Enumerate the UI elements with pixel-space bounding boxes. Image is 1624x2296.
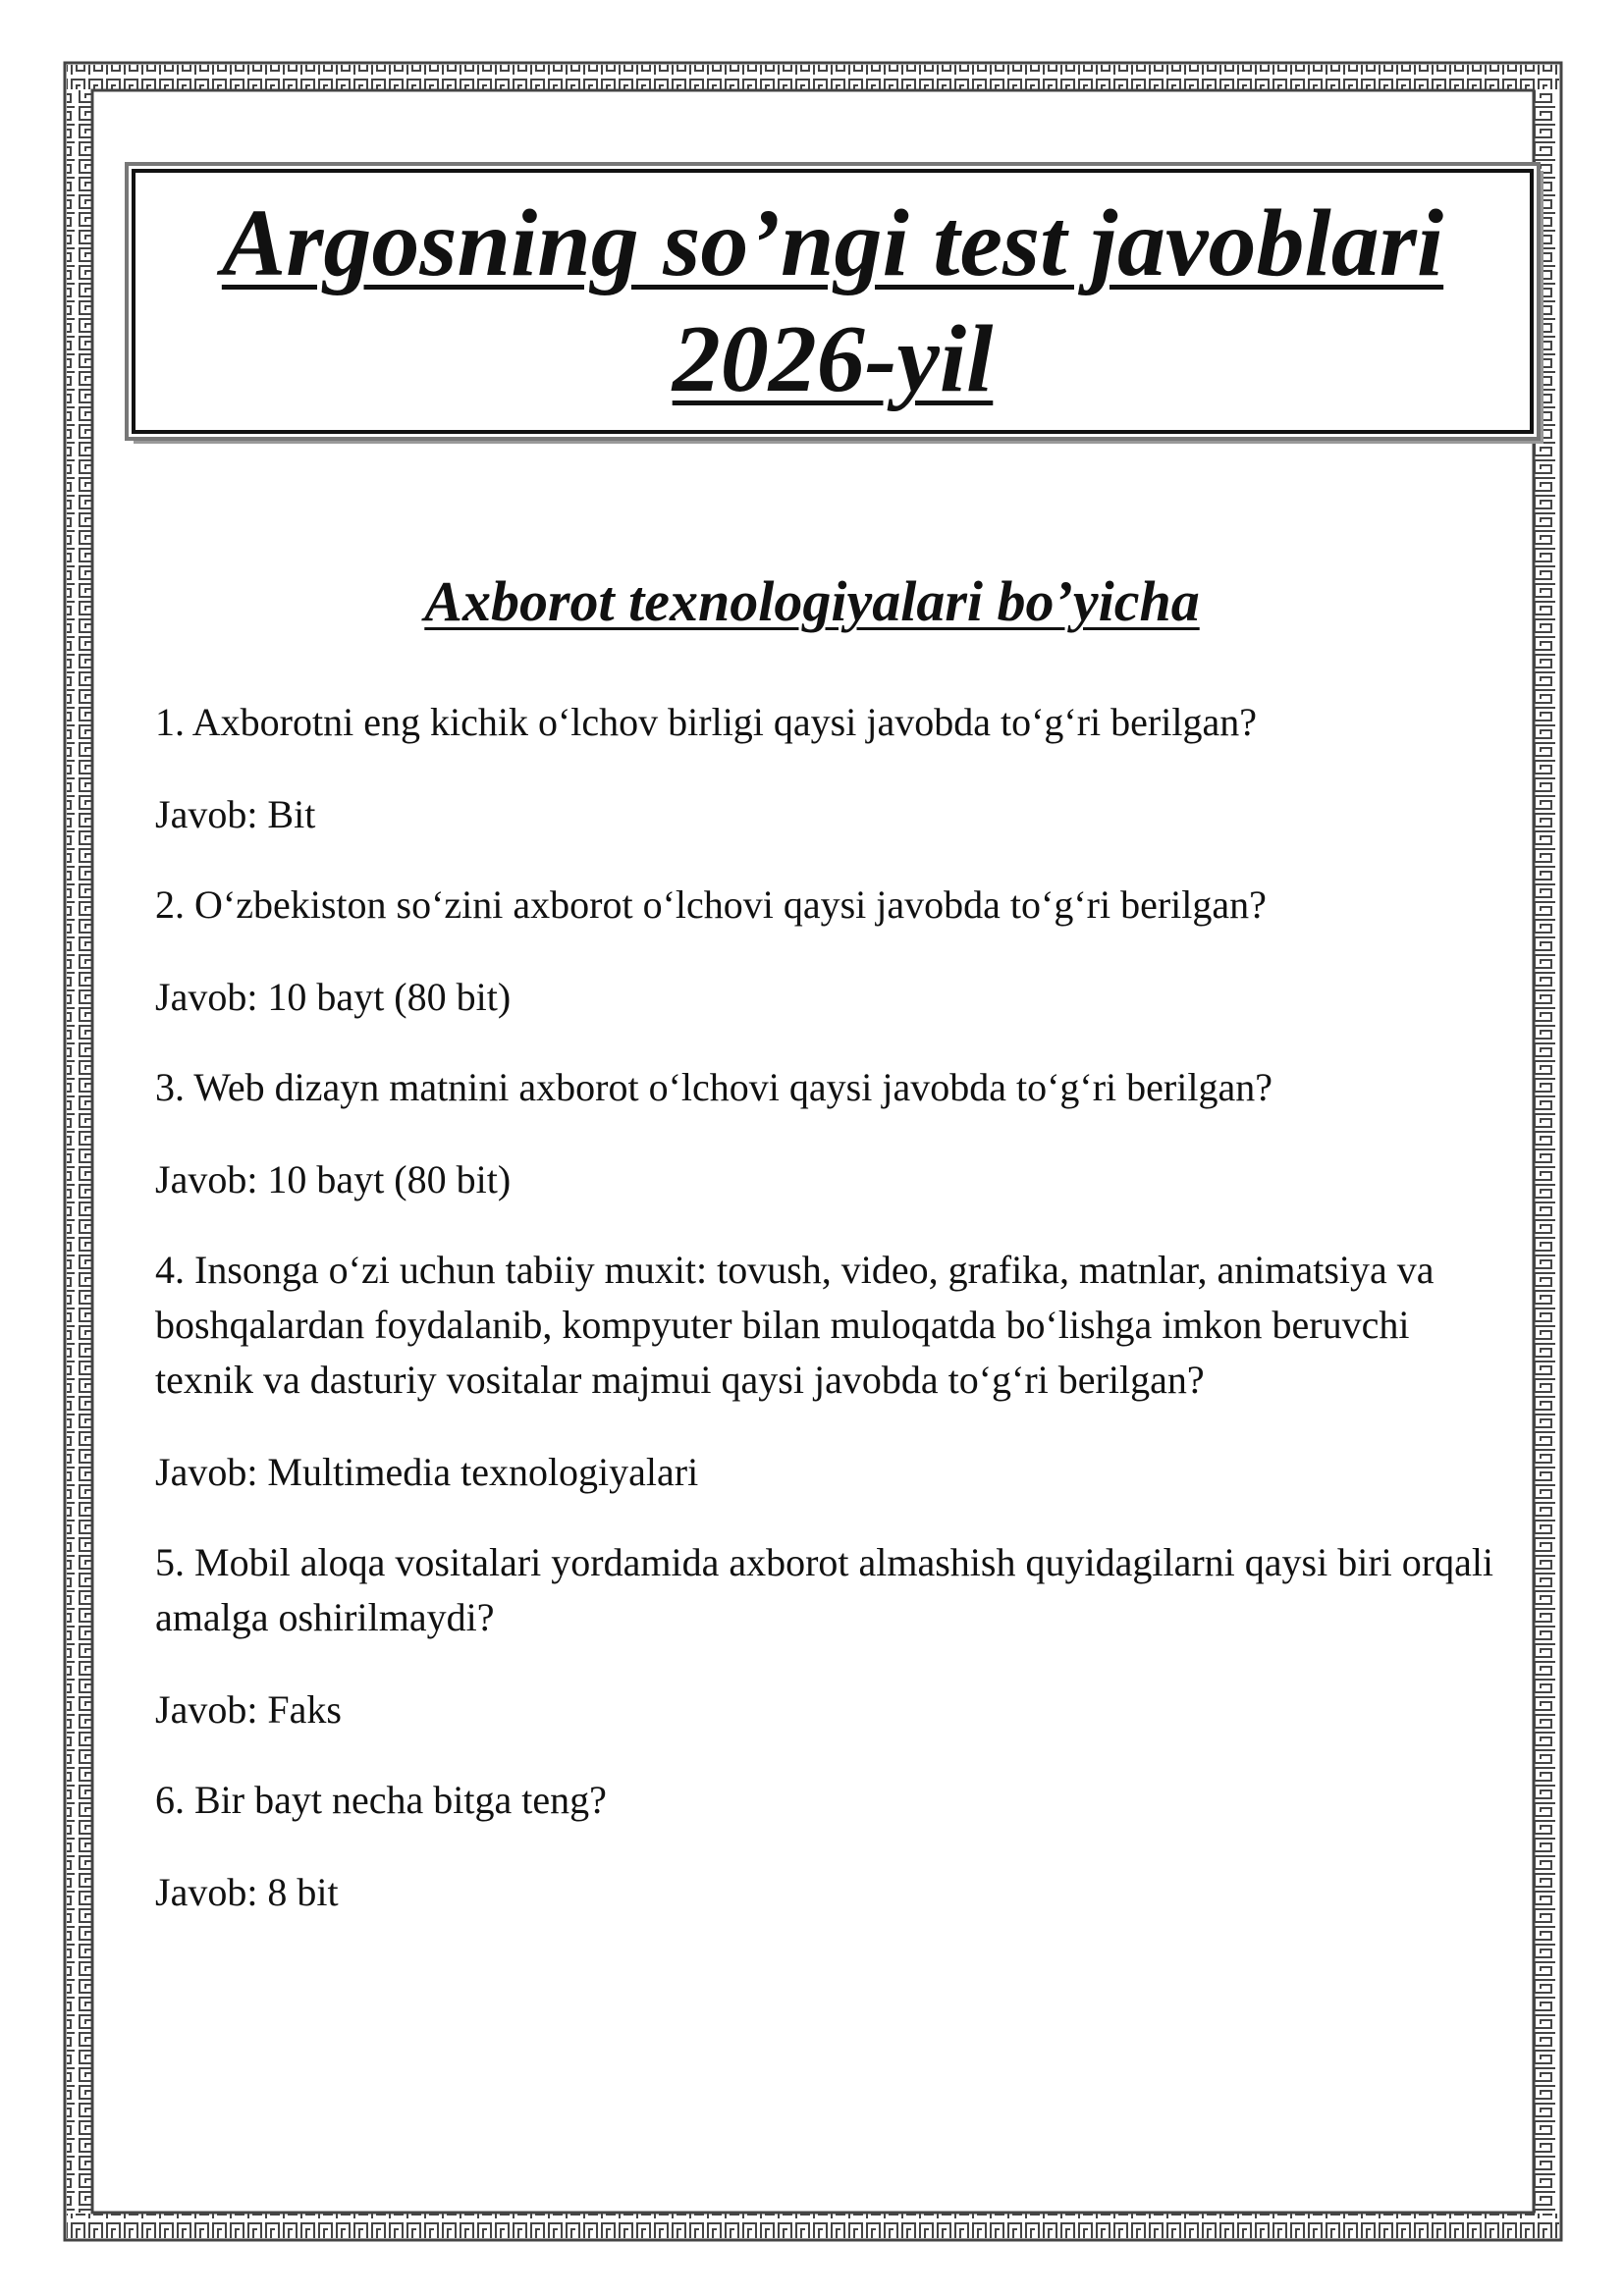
- answer-6: Javob: 8 bit: [155, 1870, 339, 1914]
- answer-5: Javob: Faks: [155, 1687, 342, 1732]
- section-heading: Axborot texnologiyalari bo’yicha: [424, 569, 1200, 633]
- document-title-line-1: Argosning so’ngi test javoblari: [221, 190, 1444, 296]
- question-4: 4. Insonga o‘zi uchun tabiiy muxit: tovush, video, grafika, matnlar, animatsiya va boshqalardan foydalanib, kompyuter bilan muloqatda bo‘lishga imkon beruvchi texnik va dasturiy vositalar majmui qaysi javobda to‘g‘ri berilgan?: [155, 1248, 1435, 1402]
- answer-2: Javob: 10 bayt (80 bit): [155, 975, 512, 1019]
- question-6: 6. Bir bayt necha bitga teng?: [155, 1778, 607, 1822]
- answer-4: Javob: Multimedia texnologiyalari: [155, 1450, 699, 1494]
- question-1: 1. Axborotni eng kichik o‘lchov birligi qaysi javobda to‘g‘ri berilgan?: [155, 700, 1257, 744]
- question-answer-list: [155, 695, 1510, 1955]
- answer-3: Javob: 10 bayt (80 bit): [155, 1157, 512, 1201]
- question-5: 5. Mobil aloqa vositalari yordamida axborot almashish quyidagilarni qaysi biri orqali amalga oshirilmaydi?: [155, 1540, 1494, 1639]
- question-2: 2. O‘zbekiston so‘zini axborot o‘lchovi qaysi javobda to‘g‘ri berilgan?: [155, 882, 1267, 927]
- title-box: [132, 169, 1534, 434]
- answer-1: Javob: Bit: [155, 792, 316, 836]
- document-title-line-2: 2026-yil: [672, 306, 994, 412]
- question-3: 3. Web dizayn matnini axborot o‘lchovi qaysi javobda to‘g‘ri berilgan?: [155, 1065, 1272, 1109]
